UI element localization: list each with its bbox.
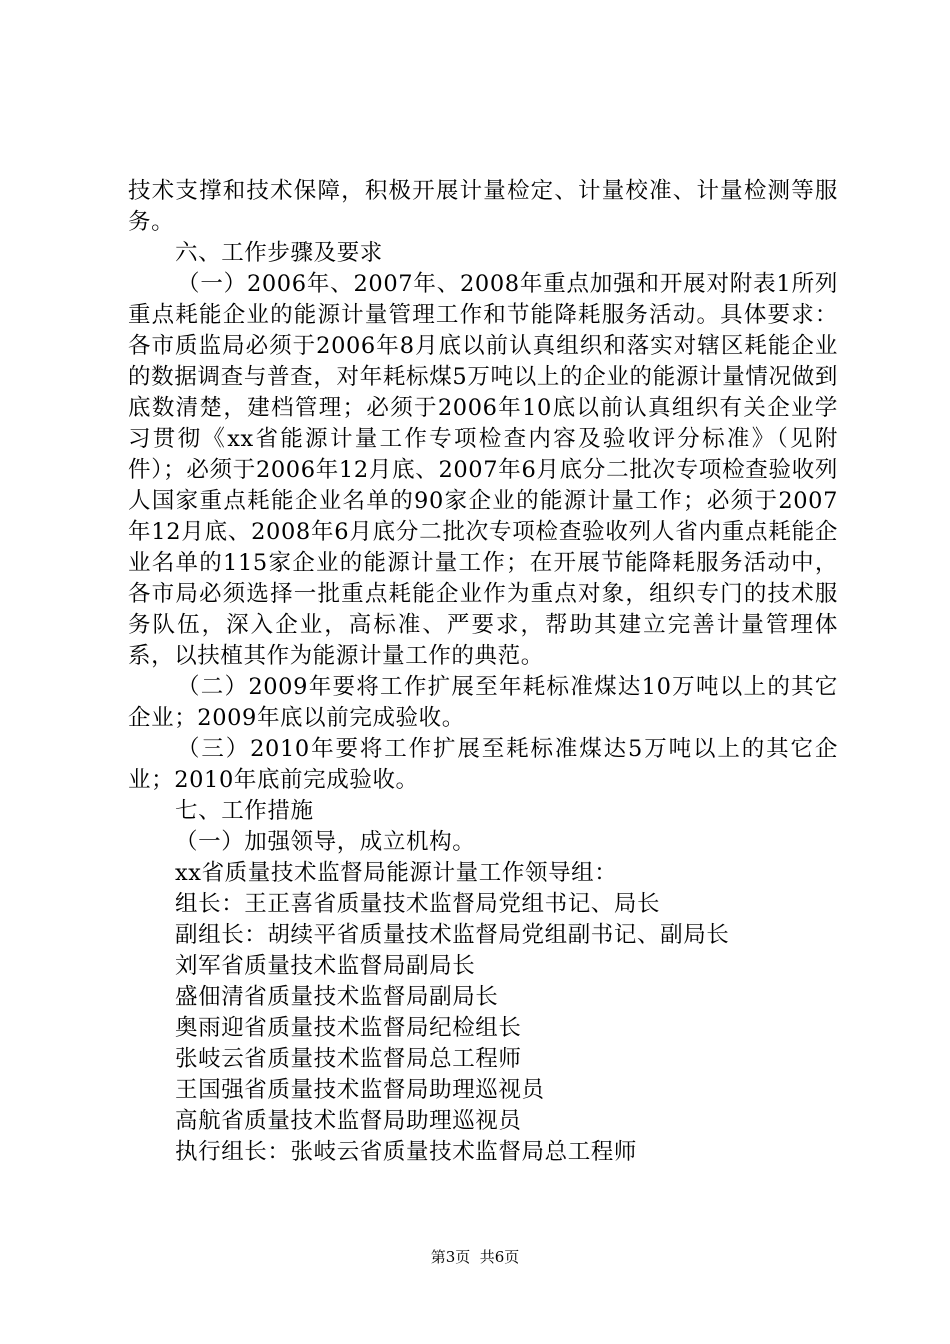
paragraph: xx省质量技术监督局能源计量工作领导组： [175, 860, 618, 886]
page-number: 第3页 共6页 [430, 1248, 520, 1266]
paragraph: 技术支撑和技术保障，积极开展计量检定、计量校准、计量检测等服务。 [128, 178, 838, 235]
list-item: 组长：王正喜省质量技术监督局党组书记、局长 [175, 891, 661, 917]
paragraph: （三）2010年要将工作扩展至耗标准煤达5万吨以上的其它企业；2010年底前完成验收。 [128, 736, 838, 793]
list-item: 盛佃清省质量技术监督局副局长 [175, 984, 499, 1010]
list-item: 副组长：胡续平省质量技术监督局党组副书记、副局长 [175, 922, 730, 948]
list-item: 张岐云省质量技术监督局总工程师 [175, 1046, 522, 1072]
list-item: 高航省质量技术监督局助理巡视员 [175, 1108, 522, 1134]
document-body [128, 176, 838, 1168]
section-heading: 六、工作步骤及要求 [175, 240, 383, 266]
section-heading: 七、工作措施 [175, 798, 314, 824]
list-item: 刘军省质量技术监督局副局长 [175, 953, 476, 979]
paragraph: （二）2009年要将工作扩展至年耗标准煤达10万吨以上的其它企业；2009年底以前完成验收。 [128, 674, 838, 731]
paragraph: （一）2006年、2007年、2008年重点加强和开展对附表1所列重点耗能企业的能源计量管理工作和节能降耗服务活动。具体要求：各市质监局必须于2006年8月底以前认真组织和落实对辖区耗能企业的数据调查与普查，对年耗标煤5万吨以上的企业的能源计量情况做到底数清楚，建档管理；必须于2006年10底以前认真组织有关企业学习贯彻《xx省能源计量工作专项检查内容及验收评分标准》（见附件）；必须于2006年12月底、2007年6月底分二批次专项检查验收列人国家重点耗能企业名单的90家企业的能源计量工作；必须于2007年12月底、2008年6月底分二批次专项检查验收列人省内重点耗能企业名单的115家企业的能源计量工作；在开展节能降耗服务活动中，各市局必须选择一批重点耗能企业作为重点对象，组织专门的技术服务队伍，深入企业，高标准、严要求，帮助其建立完善计量管理体系，以扶植其作为能源计量工作的典范。 [128, 271, 838, 669]
page-footer [0, 1246, 950, 1267]
list-item: 奥雨迎省质量技术监督局纪检组长 [175, 1015, 522, 1041]
subsection-heading: （一）加强领导，成立机构。 [175, 829, 476, 855]
list-item: 执行组长：张岐云省质量技术监督局总工程师 [175, 1139, 638, 1165]
list-item: 王国强省质量技术监督局助理巡视员 [175, 1077, 545, 1103]
